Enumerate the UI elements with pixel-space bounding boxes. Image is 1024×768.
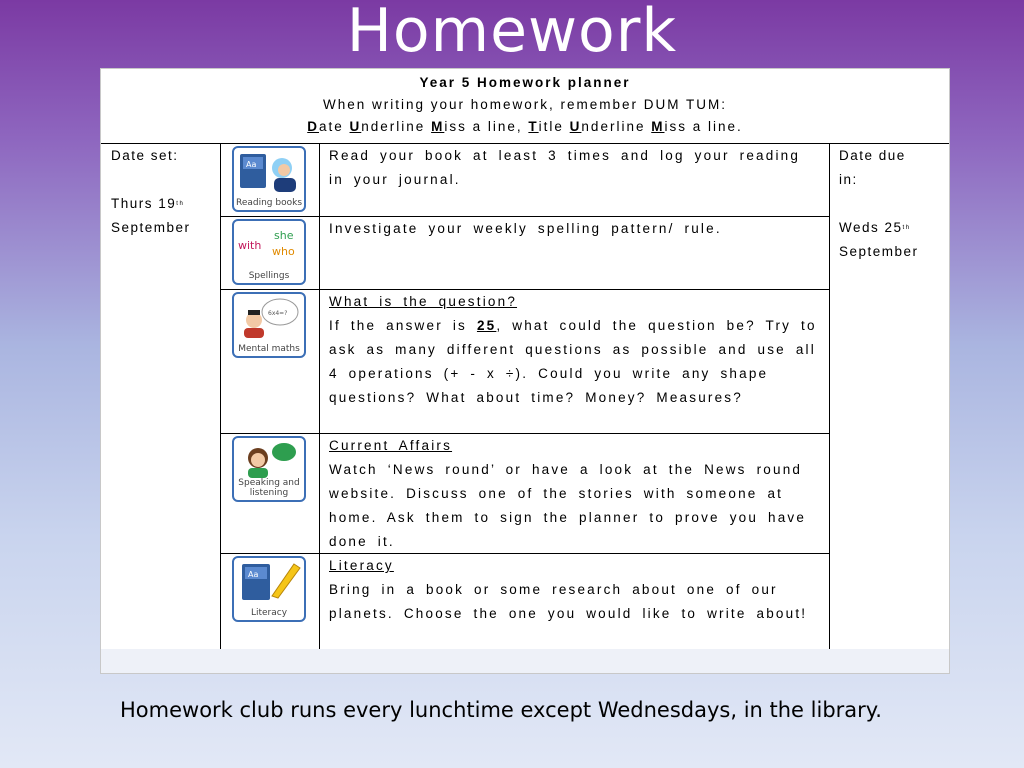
grid-line <box>319 143 320 649</box>
date-due-label: Date due <box>839 148 906 163</box>
grid-line <box>220 143 221 649</box>
spellings-icon: with she who Spellings <box>232 219 306 285</box>
date-due-day: Weds 25th <box>839 220 911 235</box>
planner-reminder: When writing your homework, remember DUM TUM: <box>322 97 728 112</box>
date-due-cell: Date due in: Weds 25th September <box>839 144 919 264</box>
literacy-icon: Aa Literacy <box>232 556 306 622</box>
date-set-month: September <box>111 220 191 235</box>
page-title: Homework <box>346 0 678 66</box>
task-spellings: Investigate your weekly spelling pattern/ rule. <box>329 221 722 236</box>
task-heading: Current Affairs <box>329 438 453 453</box>
svg-text:with: with <box>238 239 262 252</box>
homework-planner-table <box>100 68 950 674</box>
task-literacy: Literacy Bring in a book or some research about one of our planets. Choose the one you would like to write about! <box>329 554 823 626</box>
task-current-affairs: Current Affairs Watch ‘News round’ or have a look at the News round website. Discuss one of the stories with someone at home. Ask them to sign the planner to prove you have done it. <box>329 434 823 554</box>
svg-text:6x4=?: 6x4=? <box>268 310 288 317</box>
svg-text:Aa: Aa <box>248 570 259 579</box>
speaking-listening-icon: Speaking and listening <box>232 436 306 502</box>
svg-text:Aa: Aa <box>246 160 257 169</box>
task-heading: What is the question? <box>329 294 518 309</box>
planner-heading: Year 5 Homework planner <box>419 75 631 90</box>
date-due-month: September <box>839 244 919 259</box>
task-mental-maths: What is the question? If the answer is 25, what could the question be? Try to ask as many different questions as possible and use all 4 operations (+ - x ÷). Could you write any shape questions? What about time? Money? Measures? <box>329 290 823 410</box>
table-footer-strip <box>101 649 949 673</box>
svg-text:she: she <box>274 229 294 242</box>
reading-books-icon: Aa Reading books <box>232 146 306 212</box>
svg-text:who: who <box>272 245 295 258</box>
task-heading: Literacy <box>329 558 394 573</box>
date-set-day: Thurs 19th <box>111 196 185 211</box>
planner-header <box>101 69 949 144</box>
task-reading: Read your book at least 3 times and log your reading in your journal. <box>329 148 801 187</box>
dum-tum-mnemonic: Date Underline Miss a line, Title Underline Miss a line. <box>307 119 743 134</box>
date-set-cell <box>111 144 191 240</box>
date-set-label: Date set: <box>111 148 179 163</box>
grid-line <box>829 143 830 649</box>
homework-club-note: Homework club runs every lunchtime except Wednesdays, in the library. <box>120 698 882 722</box>
mental-maths-icon: 6x4=? Mental maths <box>232 292 306 358</box>
